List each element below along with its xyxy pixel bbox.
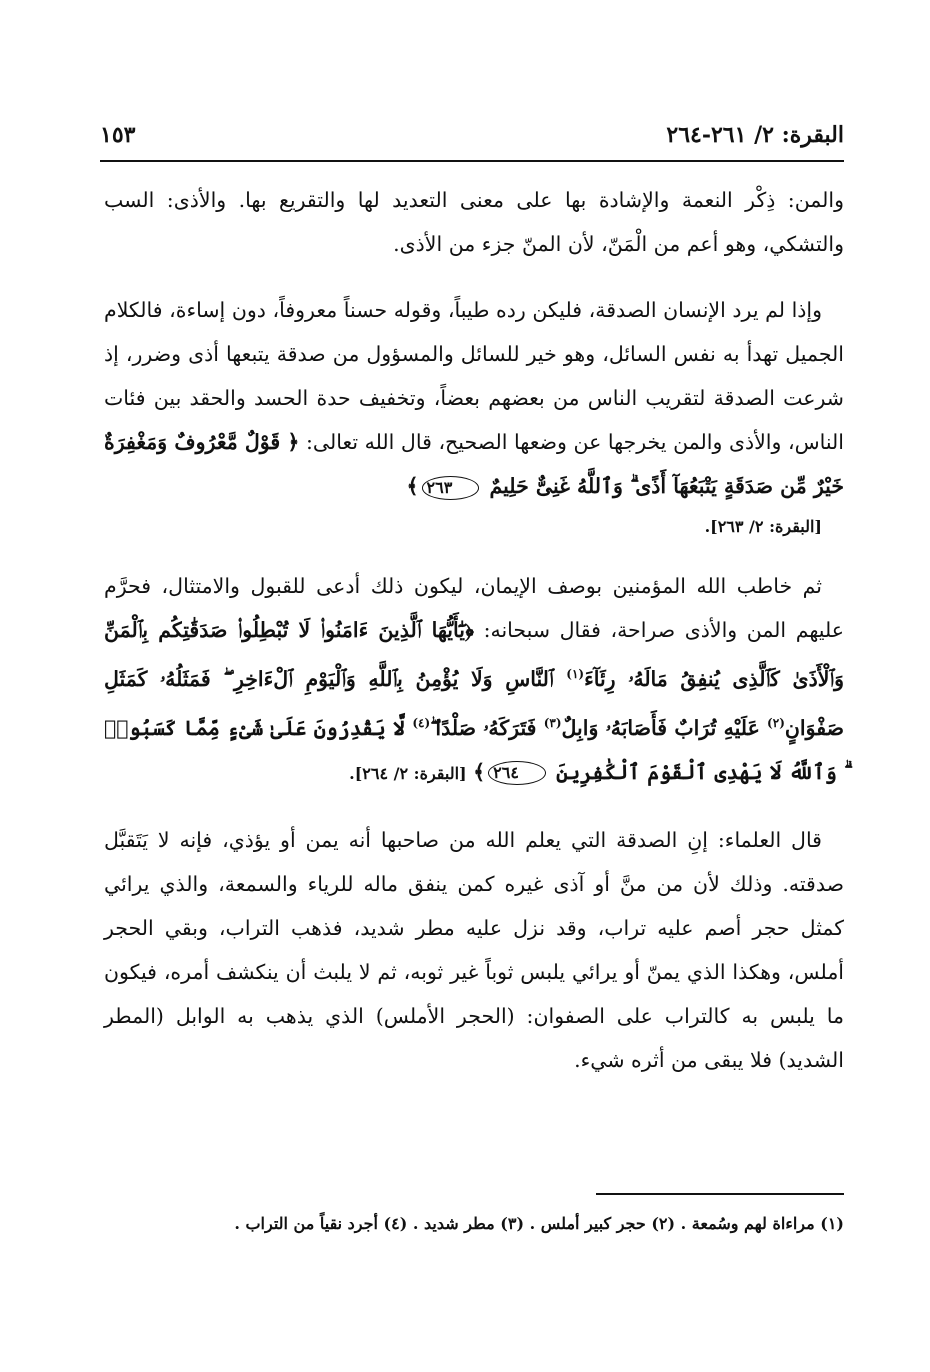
header-rule [100,160,844,162]
header-surah-reference: البقرة: ٢/ ٢٦١-٢٦٤ [666,122,844,148]
page-number: ١٥٣ [100,122,136,148]
verse-263-reference: [البقرة: ٢/ ٢٦٣]. [704,517,822,536]
verse-264-reference: [البقرة: ٢/ ٢٦٤]. [349,763,467,783]
verse-264-part-d: فَتَرَكَهُۥ صَلْدًا ۖ [430,715,537,740]
ayah-number-263: ٢٦٣ [422,476,480,500]
paragraph-3 [104,564,844,796]
paragraph-4: قال العلماء: إنِ الصدقة التي يعلم الله من صاحبها أنه يمن أو يؤذي، فإنه لا يَتَقبَّل صدقته. وذلك لأن من منَّ أو آذى غيره كمن ينفق ماله للرياء والسمعة، والذي يرائي كمثل حجر أصم عليه تراب، وقد نزل عليه مطر شديد، فذهب التراب، وبقي الحجر أملس، وهكذا الذي يمنّ أو يرائي يلبس ثوباً غير ثوبه، ثم لا يلبث أن ينكشف أمره، فيكون ما يلبس به كالتراب على الصفوان: (الحجر الأملس) الذي يذهب به الوابل (المطر الشديد) فلا يبقى من أثره شيء. [104,827,844,1072]
paragraph-2 [104,288,844,542]
verse-264-part-c: عَلَيْهِ تُرَابٌ فَأَصَابَهُۥ وَابِلٌ [561,715,760,740]
verse-263-close-bracket: ﴾ [406,474,419,498]
paragraph-3-text: ثم خاطب الله المؤمنين بوصف الإيمان، ليكون ذلك أدعى للقبول والامتثال، فحرَّم عليهم المن والأذى صراحة، فقال سبحانه: [104,574,844,642]
quran-verse-264 [104,618,844,784]
verse-264-part-b: ٱلنَّاسِ وَلَا يُؤْمِنُ بِٱللَّهِ وَٱلْيَوْمِ ٱلْءَاخِرِ ۖ فَمَثَلُهُۥ كَمَثَلِ صَفْوَانٍ [104,666,844,740]
verse-264-part-a: ﴿يَٰٓأَيُّهَا ٱلَّذِينَ ءَامَنُوا۟ لَا تُبْطِلُوا۟ صَدَقَٰتِكُم بِٱلْمَنِّ وَٱلْأَذَىٰ كَٱلَّذِى يُنفِقُ مَالَهُۥ رِئَآءَ [104,618,845,691]
verse-264-close-bracket: ﴾ [473,759,486,784]
main-text [104,178,844,1104]
footnote-marker-3: (٣) [543,715,562,730]
verse-264-part-e: لَّا يَقْدِرُونَ عَلَىٰ شَىْءٍ مِّمَّا كَسَبُوا۟ ۗ وَٱللَّهُ لَا يَهْدِى ٱلْقَوْمَ ٱلْكَٰفِرِينَ [104,715,844,784]
paragraph-2-text: وإذا لم يرد الإنسان الصدقة، فليكن رده طيباً، وقوله حسناً معروفاً، دون إساءة، فالكلام الجميل تهدأ به نفس السائل، وهو خير للسائل والمسؤول من صدقة يتبعها أذى وضرر، إذ شرعت الصدقة لتقريب الناس من بعضهم بعضاً، وتخفيف حدة الحسد والحقد بين فئات الناس، والأذى والمن يخرجها عن وضعها الصحيح، قال الله تعالى: [104,298,844,454]
ayah-number-264: ٢٦٤ [488,761,546,785]
paragraph-1: والمن: ذِكْر النعمة والإشادة بها على معنى التعديد لها والتقريع بها. والأذى: السب والتشكي، وهو أعم من الْمَنّ، لأن المنّ جزء من الأذى. [104,188,844,256]
running-header [100,115,844,155]
footnotes: (١) مراءاة لهم وسُمعة . (٢) حجر كبير أملس . (٣) مطر شديد . (٤) أجرد نقياً من التراب . [234,1214,844,1233]
footnote-rule [596,1193,844,1195]
verse-263-text: ﴿ قَوْلٌ مَّعْرُوفٌ وَمَغْفِرَةٌ خَيْرٌ مِّن صَدَقَةٍ يَتْبَعُهَآ أَذًى ۗ وَٱللَّهُ غَنِىٌّ حَلِيمٌ [104,430,844,498]
footnote-marker-2: (٢) [767,715,785,730]
footnote-marker-4: (٤) [412,715,431,730]
footnote-marker-1: (١) [566,667,585,681]
